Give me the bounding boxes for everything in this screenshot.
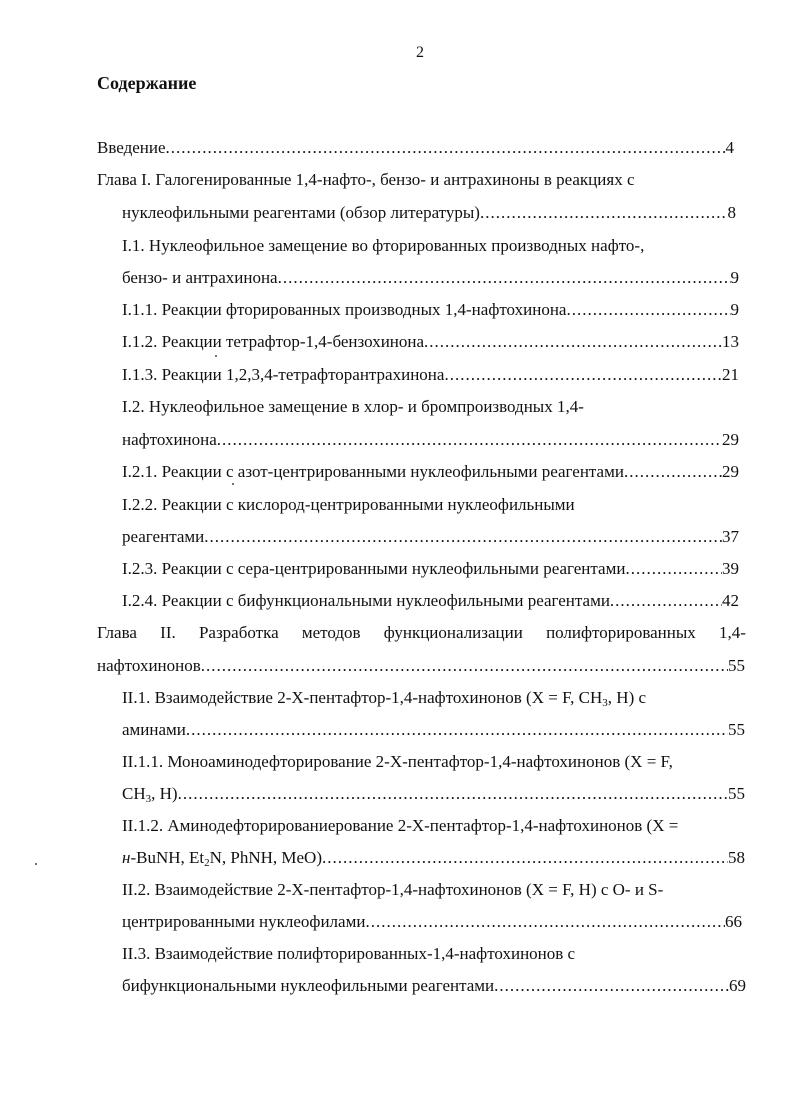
toc-title: I.1.2. Реакции тетрафтор-1,4-бензохинона xyxy=(122,332,425,351)
scan-speck xyxy=(35,863,37,865)
toc-page: 42 xyxy=(722,591,739,610)
toc-entry-chapter-2-line1 xyxy=(97,622,746,644)
toc-title: нафтохинона xyxy=(122,430,217,449)
toc-entry-2-1-2-line1: II.1.2. Аминодефторированиерование 2-X-пентафтор-1,4-нафтохинонов (X = xyxy=(122,816,679,835)
leader-dots xyxy=(424,331,722,353)
toc-entry-2-1-1-line1: II.1.1. Моноаминодефторирование 2-X-пентафтор-1,4-нафтохинонов (X = F, xyxy=(122,752,673,771)
toc-title: аминами xyxy=(122,720,186,739)
toc-title: нафтохинонов xyxy=(97,656,201,675)
leader-dots xyxy=(480,202,728,224)
toc-title: I.1.3. Реакции 1,2,3,4-тетрафторантрахинона xyxy=(122,365,445,384)
toc-word: Разработка xyxy=(198,623,279,642)
toc-entry-chapter-1-line2 xyxy=(122,202,736,224)
page-title: Содержание xyxy=(97,73,197,93)
toc-title: I.2.3. Реакции с сера-центрированными нуклеофильными реагентами xyxy=(122,559,626,578)
toc-page: 4 xyxy=(725,138,734,157)
toc-text-italic: н xyxy=(122,848,131,867)
toc-word: функционализации xyxy=(383,623,523,642)
scan-speck xyxy=(215,355,217,357)
toc-entry-2-1-2-line2 xyxy=(122,847,745,869)
leader-dots xyxy=(186,719,728,741)
toc-entry-1-1-3 xyxy=(122,364,739,386)
leader-dots xyxy=(217,429,722,451)
leader-dots xyxy=(204,526,722,548)
toc-page: 9 xyxy=(730,268,739,287)
toc-entry-1-2-line1: I.2. Нуклеофильное замещение в хлор- и бромпроизводных 1,4- xyxy=(122,397,584,416)
toc-title: центрированными нуклеофилами xyxy=(122,912,366,931)
subscript: 3 xyxy=(602,697,608,709)
toc-text: -BuNH, Et xyxy=(130,848,205,867)
toc-title: бифункциональными нуклеофильными реагентами xyxy=(122,976,495,995)
toc-entry-1-2-3 xyxy=(122,558,739,580)
toc-page: 66 xyxy=(725,912,742,931)
page-number: 2 xyxy=(416,44,424,61)
toc-word: полифторированных xyxy=(546,623,696,642)
toc-word: методов xyxy=(301,623,361,642)
toc-entry-1-2-2-line2 xyxy=(122,526,739,548)
toc-entry-chapter-1-line1: Глава I. Галогенированные 1,4-нафто-, бензо- и антрахиноны в реакциях с xyxy=(97,170,635,189)
toc-page: 21 xyxy=(722,365,739,384)
leader-dots xyxy=(178,783,728,805)
toc-entry-1-2-1 xyxy=(122,461,739,483)
leader-dots xyxy=(566,299,730,321)
toc-word: 1,4- xyxy=(719,623,746,642)
leader-dots xyxy=(494,975,729,997)
toc-page: 69 xyxy=(729,976,746,995)
toc-title: бензо- и антрахинона xyxy=(122,268,278,287)
toc-entry-2-3-line2 xyxy=(122,975,746,997)
toc-title xyxy=(122,783,178,805)
subscript: 3 xyxy=(145,793,152,805)
toc-entry-1-1-line2 xyxy=(122,267,739,289)
toc-word: Глава xyxy=(97,623,137,642)
toc-entry-2-1-1-line2 xyxy=(122,783,745,805)
toc-page: 55 xyxy=(728,784,745,803)
toc-entry-1-1-2 xyxy=(122,331,739,353)
leader-dots xyxy=(278,267,731,289)
toc-entry-chapter-2-line2 xyxy=(97,655,745,677)
toc-page: 29 xyxy=(722,430,739,449)
toc-title: I.2.1. Реакции с азот-центрированными нуклеофильными реагентами xyxy=(122,462,624,481)
leader-dots xyxy=(625,558,722,580)
toc-word: II. xyxy=(160,623,176,642)
toc-title: I.2.4. Реакции с бифункциональными нуклеофильными реагентами xyxy=(122,591,610,610)
toc-page: 37 xyxy=(722,527,739,546)
toc-title: Введение xyxy=(97,138,166,157)
toc-entry-1-2-line2 xyxy=(122,429,739,451)
toc-title: реагентами xyxy=(122,527,205,546)
toc-page: 39 xyxy=(722,559,739,578)
toc-page: 55 xyxy=(728,656,745,675)
toc-page: 29 xyxy=(722,462,739,481)
toc-entry-1-2-4 xyxy=(122,590,739,612)
leader-dots xyxy=(610,590,722,612)
toc-title: I.1.1. Реакции фторированных производных 1,4-нафтохинона xyxy=(122,300,567,319)
toc-text: , H) xyxy=(151,784,178,803)
leader-dots xyxy=(365,911,725,933)
toc-page: 8 xyxy=(727,203,736,222)
leader-dots xyxy=(166,137,726,159)
toc-entry-2-2-line1: II.2. Взаимодействие 2-X-пентафтор-1,4-нафтохинонов (X = F, H) с O- и S- xyxy=(122,880,664,899)
leader-dots xyxy=(444,364,722,386)
toc-title xyxy=(122,847,322,869)
leader-dots xyxy=(624,461,722,483)
leader-dots xyxy=(322,847,728,869)
toc-entry-1-2-2-line1: I.2.2. Реакции с кислород-центрированными нуклеофильными xyxy=(122,495,575,514)
toc-page: 55 xyxy=(728,720,745,739)
toc-entry-1-1-1 xyxy=(122,299,739,321)
toc-text: , H) с xyxy=(607,688,647,707)
toc-page: 58 xyxy=(728,848,745,867)
toc-text: II.1. Взаимодействие 2-X-пентафтор-1,4-нафтохинонов (X = F, CH xyxy=(122,688,603,707)
scan-speck xyxy=(232,483,234,485)
subscript: 2 xyxy=(204,857,210,869)
toc-text: N, PhNH, MeO) xyxy=(209,848,322,867)
toc-entry-2-1-line1 xyxy=(122,687,646,709)
toc-entry-1-1-line1: I.1. Нуклеофильное замещение во фторированных производных нафто-, xyxy=(122,236,645,255)
toc-text: CH xyxy=(122,784,146,803)
toc-entry-intro xyxy=(97,137,734,159)
toc-entry-2-2-line2 xyxy=(122,911,742,933)
toc-title: нуклеофильными реагентами (обзор литературы) xyxy=(122,203,480,222)
toc-page: 9 xyxy=(730,300,739,319)
leader-dots xyxy=(201,655,728,677)
toc-entry-2-1-line2 xyxy=(122,719,745,741)
toc-page: 13 xyxy=(722,332,739,351)
toc-entry-2-3-line1: II.3. Взаимодействие полифторированных-1,4-нафтохинонов с xyxy=(122,944,576,963)
